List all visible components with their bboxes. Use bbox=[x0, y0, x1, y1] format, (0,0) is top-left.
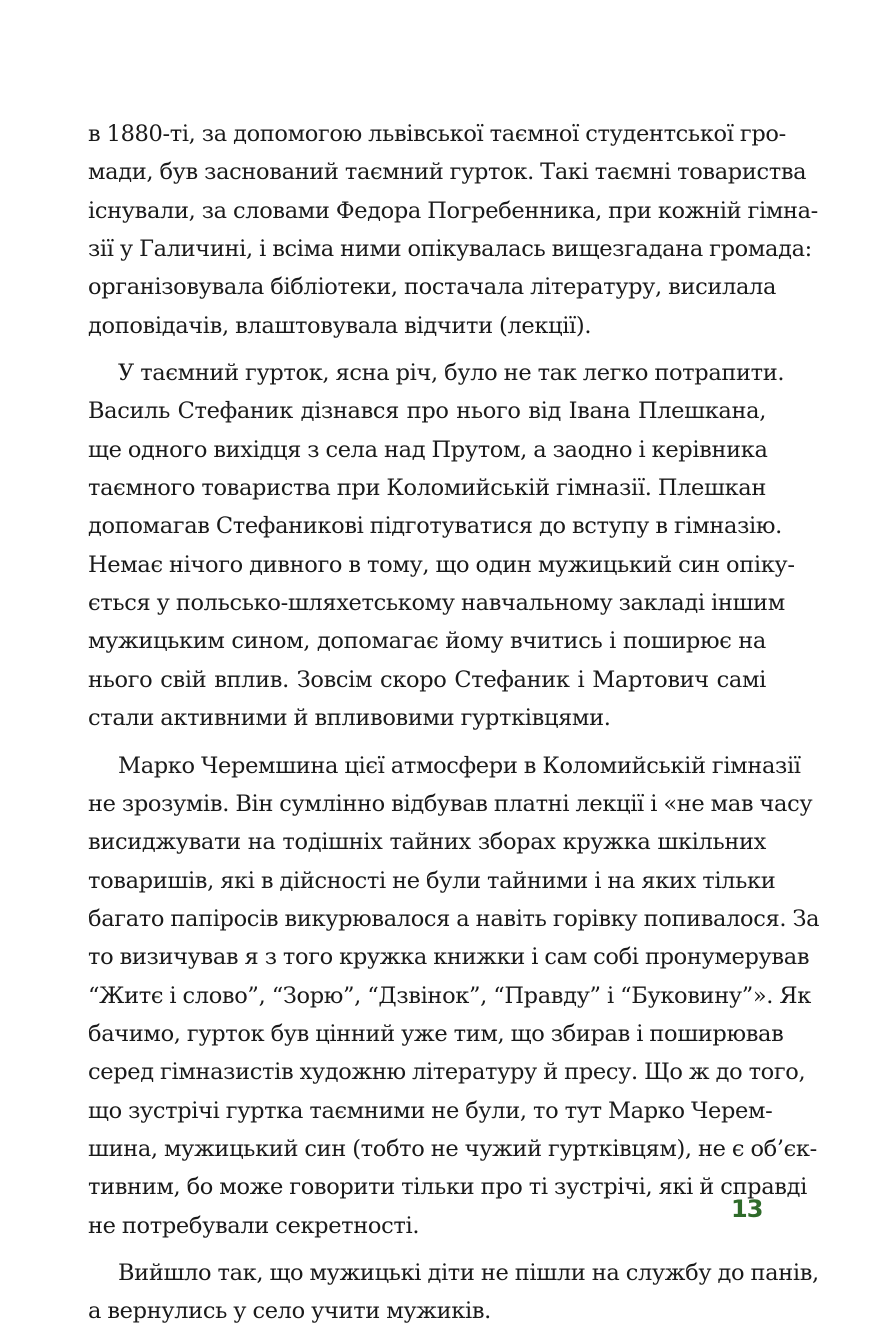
paragraph-gap bbox=[88, 1245, 766, 1254]
paragraph-gap bbox=[88, 345, 766, 354]
text-line: Марко Черемшина цієї атмосфери в Коломийській гімназії bbox=[118, 752, 801, 779]
text-line: Василь Стефаник дізнався про нього від Івана Плешкана, bbox=[88, 398, 766, 425]
text-line: “Житє і слово”, “Зорю”, “Дзвінок”, “Правду” і “Буковину”». Як bbox=[88, 982, 811, 1009]
body-text bbox=[88, 115, 820, 1331]
text-line: організовувала бібліотеки, постачала літературу, висилала bbox=[88, 274, 777, 301]
text-line: багато папіросів викурювалося а навіть горівку попивалося. За bbox=[88, 905, 820, 932]
text-line: допомагав Стефаникові підготуватися до вступу в гімназію. bbox=[88, 513, 782, 540]
paragraph-3 bbox=[88, 747, 820, 1245]
text-line: ще одного вихідця з села над Прутом, а заодно і керівника bbox=[88, 436, 768, 463]
text-line: бачимо, гурток був цінний уже тим, що збирав і поширював bbox=[88, 1020, 784, 1047]
text-line: У таємний гурток, ясна річ, було не так легко потрапити. bbox=[118, 360, 785, 387]
text-line: ється у польсько-шляхетському навчальному закладі іншим bbox=[88, 590, 785, 617]
text-line: не зрозумів. Він сумлінно відбував платні лекції і «не мав часу bbox=[88, 790, 813, 817]
text-line: мади, був заснований таємний гурток. Такі таємні товариства bbox=[88, 159, 807, 186]
text-line: шина, мужицький син (тобто не чужий гуртківцям), не є об’єк- bbox=[88, 1135, 817, 1162]
text-line: товаришів, які в дійсності не були тайними і на яких тільки bbox=[88, 867, 776, 894]
paragraph-1 bbox=[88, 115, 818, 345]
paragraph-4 bbox=[88, 1254, 819, 1331]
text-line: а вернулись у село учити мужиків. bbox=[88, 1298, 491, 1325]
text-line: в 1880-ті, за допомогою львівської таємної студентської гро- bbox=[88, 121, 786, 147]
text-line: тивним, бо може говорити тільки про ті зустрічі, які й справді bbox=[88, 1174, 807, 1201]
text-line: існували, за словами Федора Погребенника, при кожній гімна- bbox=[88, 197, 818, 224]
text-line: то визичував я з того кружка книжки і сам собі пронумерував bbox=[88, 944, 810, 971]
text-line: що зустрічі гуртка таємними не були, то тут Марко Черем- bbox=[88, 1097, 773, 1124]
text-line: зії у Галичині, і всіма ними опікувалась вищезгадана громада: bbox=[88, 236, 812, 263]
page-number: 13 bbox=[731, 1195, 763, 1223]
text-line: Немає нічого дивного в тому, що один мужицький син опіку- bbox=[88, 551, 795, 578]
text-line: серед гімназистів художню літературу й пресу. Що ж до того, bbox=[88, 1059, 806, 1086]
text-line: не потребували секретності. bbox=[88, 1212, 420, 1239]
paragraph-2 bbox=[88, 354, 795, 737]
text-line: мужицьким сином, допомагає йому вчитись і поширює на bbox=[88, 628, 766, 655]
paragraph-gap bbox=[88, 738, 766, 747]
text-line: доповідачів, влаштовувала відчити (лекції). bbox=[88, 312, 592, 339]
text-line: стали активними й впливовими гуртківцями. bbox=[88, 705, 611, 732]
text-line: таємного товариства при Коломийській гімназії. Плешкан bbox=[88, 475, 766, 502]
text-line: висиджувати на тодішніх тайних зборах кружка шкільних bbox=[88, 829, 766, 856]
text-line: Вийшло так, що мужицькі діти не пішли на службу до панів, bbox=[118, 1259, 819, 1286]
text-line: нього свій вплив. Зовсім скоро Стефаник і Мартович самі bbox=[88, 666, 766, 693]
